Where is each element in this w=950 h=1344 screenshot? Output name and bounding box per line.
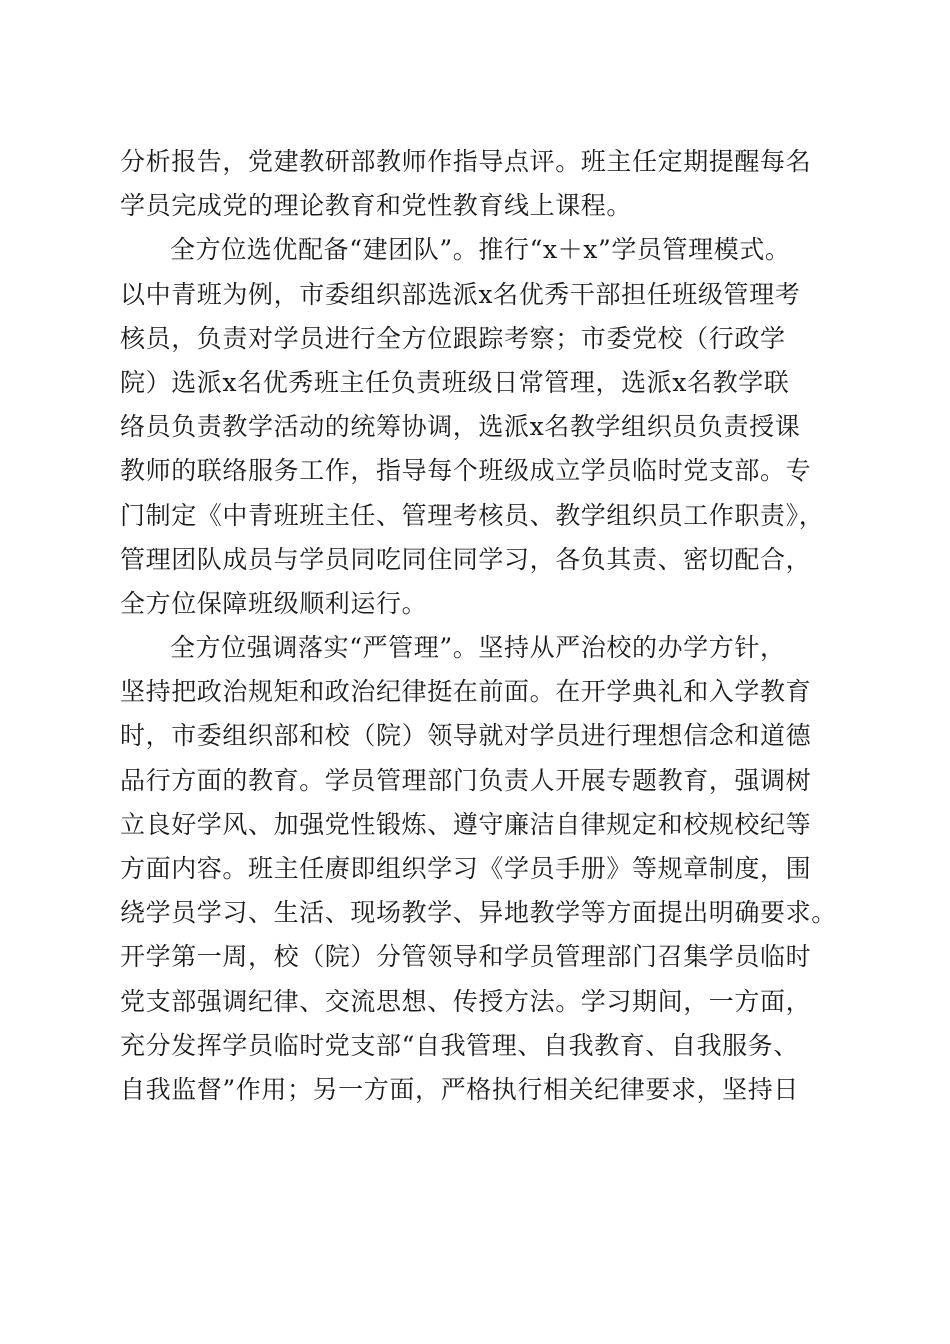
text-line: 络员负责教学活动的统筹协调，选派x名教学组织员负责授课 xyxy=(120,412,801,442)
text-line: 时，市委组织部和校（院）领导就对学员进行理想信念和道德 xyxy=(120,721,812,751)
text-line: 管理团队成员与学员同吃同住同学习，各负其责、密切配合， xyxy=(120,544,812,574)
text-line: 党支部强调纪律、交流思想、传授方法。学习期间，一方面， xyxy=(120,986,812,1016)
text-line: 以中青班为例，市委组织部选派x名优秀干部担任班级管理考 xyxy=(120,279,801,309)
text-line: 院）选派x名优秀班主任负责班级日常管理，选派x名教学联 xyxy=(120,367,790,397)
text-line: 立良好学风、加强党性锻炼、遵守廉洁自律规定和校规校纪等 xyxy=(120,809,812,839)
paragraph-first-line: 全方位选优配备“建团队”。推行“x＋x”学员管理模式。 xyxy=(170,235,791,265)
text-line: 门制定《中青班班主任、管理考核员、教学组织员工作职责》， xyxy=(120,500,825,530)
text-line: 坚持把政治规矩和政治纪律挺在前面。在开学典礼和入学教育 xyxy=(120,677,812,707)
text-line: 绕学员学习、生活、现场教学、异地教学等方面提出明确要求。 xyxy=(120,898,837,928)
text-line: 充分发挥学员临时党支部“自我管理、自我教育、自我服务、 xyxy=(120,1030,799,1060)
text-line: 自我监督”作用；另一方面，严格执行相关纪律要求，坚持日 xyxy=(120,1074,799,1104)
body-text xyxy=(120,140,840,1112)
text-line: 开学第一周，校（院）分管领导和学员管理部门召集学员临时 xyxy=(120,942,812,972)
text-line: 核员，负责对学员进行全方位跟踪考察；市委党校（行政学 xyxy=(120,323,786,353)
text-line: 方面内容。班主任赓即组织学习《学员手册》等规章制度，围 xyxy=(120,854,812,883)
text-line: 全方位保障班级顺利运行。 xyxy=(120,588,428,618)
text-line: 品行方面的教育。学员管理部门负责人开展专题教育，强调树 xyxy=(120,765,812,795)
paragraph-first-line: 全方位强调落实“严管理”。坚持从严治校的办学方针， xyxy=(170,633,786,663)
text-line: 教师的联络服务工作，指导每个班级成立学员临时党支部。专 xyxy=(120,456,812,486)
text-line: 学员完成党的理论教育和党性教育线上课程。 xyxy=(120,191,633,221)
text-line: 分析报告，党建教研部教师作指导点评。班主任定期提醒每名 xyxy=(120,147,812,176)
